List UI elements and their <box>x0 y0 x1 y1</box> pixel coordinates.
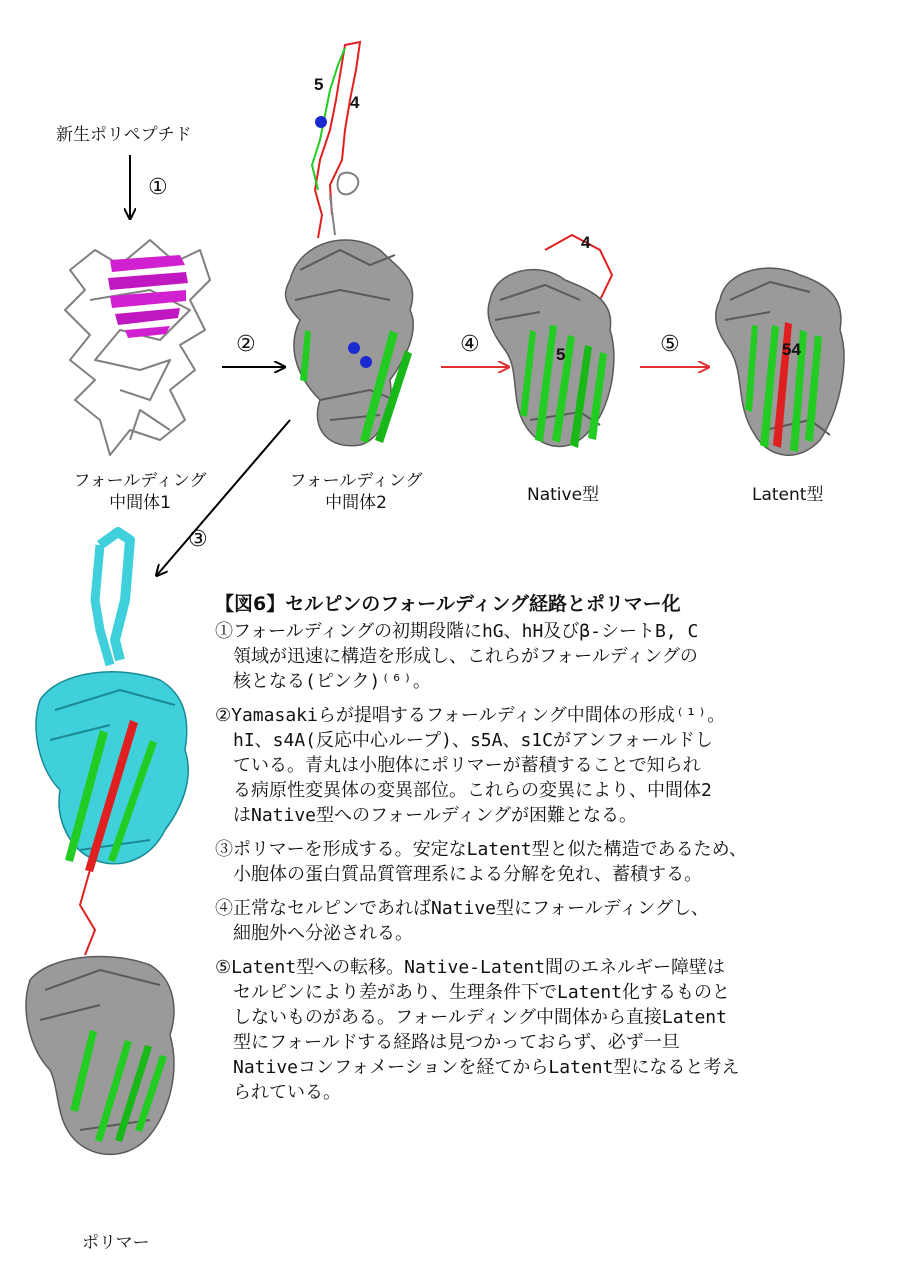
intermediate1-label-line1: フォールディング <box>73 471 207 491</box>
step4-marker: ④ <box>460 332 480 357</box>
native-structure-icon <box>488 235 614 448</box>
latent-strand54-label: 54 <box>782 340 801 359</box>
step1-marker: ① <box>148 175 168 200</box>
native-strand5-label: 5 <box>556 345 566 364</box>
caption-title: 【図6】セルピンのフォールディング経路とポリマー化 <box>215 593 681 615</box>
native-strand4-label: 4 <box>581 233 591 252</box>
step5-marker: ⑤ <box>660 332 680 357</box>
intermediate1-label <box>70 470 210 514</box>
figure-caption <box>215 592 885 1114</box>
step3-marker: ③ <box>188 527 208 552</box>
caption-item-5: ⑤Latent型への転移。Native-Latent間のエネルギー障壁は セルピンにより差があり、生理条件下でLatent化するものと しないものがある。フォールディング中間体から直接Latent 型にフォールドする経路は見つかっておらず、必ず一旦 Nativeコンフォメーションを経てからLatent型になると考え られている。 <box>215 957 740 1103</box>
polymer-label: ポリマー <box>82 1233 150 1253</box>
intermediate1-label-line2: 中間体1 <box>109 493 171 513</box>
latent-label: Latent型 <box>752 485 824 505</box>
caption-item-4: ④正常なセルピンであればNative型にフォールディングし、 細胞外へ分泌される。 <box>215 898 709 944</box>
intermediate2-label <box>286 470 426 514</box>
caption-item-3: ③ポリマーを形成する。安定なLatent型と似た構造であるため、 小胞体の蛋白質品質管理系による分解を免れ、蓄積する。 <box>215 839 747 885</box>
intermediate2-strand4-label: 4 <box>350 93 360 112</box>
nascent-polypeptide-label: 新生ポリペプチド <box>56 125 192 145</box>
intermediate2-label-line2: 中間体2 <box>325 493 387 513</box>
intermediate1-structure-icon <box>65 240 210 455</box>
caption-item-2: ②Yamasakiらが提唱するフォールディング中間体の形成⁽¹⁾。 hI、s4A(反応中心ループ)、s5A、s1Cがアンフォールドし ている。青丸は小胞体にポリマーが蓄積することで知られ る病原性変異体の変異部位。これらの変異により、中間体2 はNative型へのフォールディングが困難となる。 <box>215 705 726 826</box>
intermediate2-strand5-label: 5 <box>314 75 324 94</box>
step2-marker: ② <box>236 332 256 357</box>
mutation-site-icon <box>315 116 327 128</box>
intermediate2-label-line1: フォールディング <box>289 471 423 491</box>
native-label: Native型 <box>527 485 600 505</box>
polymer-structure-icon <box>26 532 188 1154</box>
caption-item-1: ①フォールディングの初期段階にhG、hH及びβ-シートB, C 領域が迅速に構造を形成し、これらがフォールディングの 核となる(ピンク)⁽⁶⁾。 <box>215 621 699 692</box>
latent-structure-icon <box>716 268 844 455</box>
